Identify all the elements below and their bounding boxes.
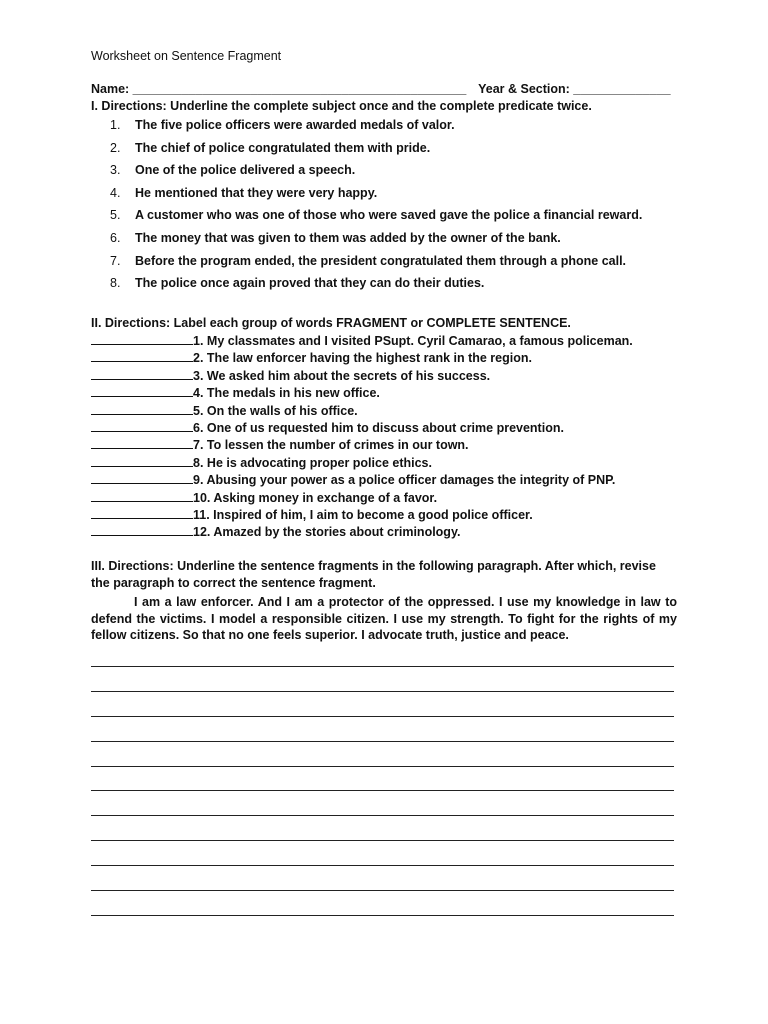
answer-blank[interactable] <box>91 506 193 519</box>
answer-blank[interactable] <box>91 436 193 449</box>
section1-list <box>110 116 642 297</box>
list-item: 3. We asked him about the secrets of his success. <box>91 367 633 384</box>
list-item: 9. Abusing your power as a police officer damages the integrity of PNP. <box>91 471 633 488</box>
writing-line[interactable] <box>91 890 674 891</box>
list-item: 6. One of us requested him to discuss about crime prevention. <box>91 419 633 436</box>
writing-line[interactable] <box>91 766 674 767</box>
list-item: 7. To lessen the number of crimes in our town. <box>91 436 633 453</box>
writing-line[interactable] <box>91 741 674 742</box>
name-field-label: Name: ________________________________________________ <box>91 82 467 96</box>
answer-blank[interactable] <box>91 471 193 484</box>
section2-directions: II. Directions: Label each group of words FRAGMENT or COMPLETE SENTENCE. <box>91 316 571 330</box>
list-item: 2. The chief of police congratulated them with pride. <box>110 140 431 155</box>
answer-blank[interactable] <box>91 489 193 502</box>
answer-blank[interactable] <box>91 349 193 362</box>
list-item: 5. A customer who was one of those who were saved gave the police a financial reward. <box>110 208 643 223</box>
writing-line[interactable] <box>91 790 674 791</box>
writing-line[interactable] <box>91 666 674 667</box>
writing-line[interactable] <box>91 815 674 816</box>
list-item: 3. One of the police delivered a speech. <box>110 163 356 178</box>
list-item: 8. He is advocating proper police ethics. <box>91 454 633 471</box>
answer-blank[interactable] <box>91 419 193 432</box>
writing-line[interactable] <box>91 691 674 692</box>
writing-line[interactable] <box>91 840 674 841</box>
answer-lines <box>91 666 674 940</box>
list-item: 5. On the walls of his office. <box>91 402 633 419</box>
section2-list <box>91 332 633 541</box>
list-item: 1. The five police officers were awarded medals of valor. <box>110 118 455 132</box>
list-item: 4. The medals in his new office. <box>91 384 633 401</box>
name-section-row <box>91 82 671 96</box>
answer-blank[interactable] <box>91 384 193 397</box>
list-item: 11. Inspired of him, I aim to become a good police officer. <box>91 506 633 523</box>
worksheet-title: Worksheet on Sentence Fragment <box>91 49 282 63</box>
writing-line[interactable] <box>91 716 674 717</box>
list-item: 2. The law enforcer having the highest rank in the region. <box>91 349 633 366</box>
list-item: 1. My classmates and I visited PSupt. Cyril Camarao, a famous policeman. <box>91 332 633 349</box>
list-item: 8. The police once again proved that they can do their duties. <box>110 276 485 291</box>
list-item: 6. The money that was given to them was added by the owner of the bank. <box>110 230 561 245</box>
section1-directions: I. Directions: Underline the complete subject once and the complete predicate twice. <box>91 99 592 113</box>
writing-line[interactable] <box>91 915 674 916</box>
list-item: 7. Before the program ended, the president congratulated them through a phone call. <box>110 253 627 268</box>
answer-blank[interactable] <box>91 523 193 536</box>
list-item: 12. Amazed by the stories about criminology. <box>91 523 633 540</box>
year-section-field-label: Year & Section: ______________ <box>478 82 671 96</box>
answer-blank[interactable] <box>91 332 193 345</box>
list-item: 10. Asking money in exchange of a favor. <box>91 489 633 506</box>
answer-blank[interactable] <box>91 367 193 380</box>
answer-blank[interactable] <box>91 402 193 415</box>
list-item: 4. He mentioned that they were very happy. <box>110 185 378 200</box>
section3-paragraph: I am a law enforcer. And I am a protector of the oppressed. I use my knowledge in law to defend the victims. I model a responsible citizen. I use my strength. To fight for the rights of my fellow citizens. So that no one feels superior. I advocate truth, justice and peace. <box>91 595 677 642</box>
answer-blank[interactable] <box>91 454 193 467</box>
writing-line[interactable] <box>91 865 674 866</box>
section3-directions: III. Directions: Underline the sentence fragments in the following paragraph. After which, revise the paragraph to correct the sentence fragment. <box>91 559 656 590</box>
